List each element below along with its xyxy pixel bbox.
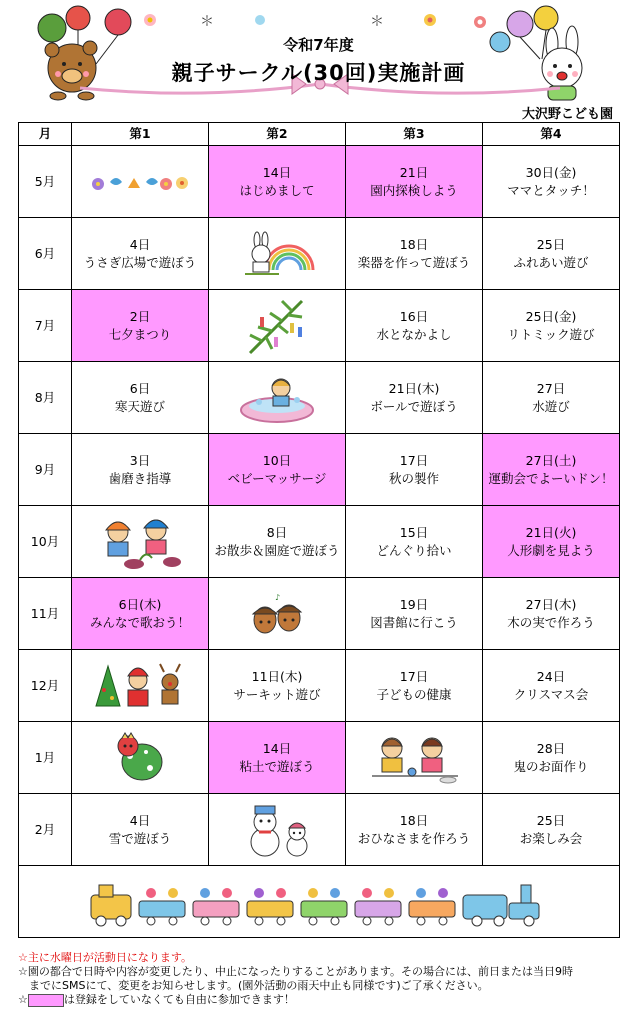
- activity-text: どんぐり拾い: [376, 542, 452, 558]
- activity-cell: [72, 290, 209, 362]
- children-potato-illustration: [94, 512, 186, 572]
- oni-bag-illustration: [110, 732, 170, 784]
- activity-cell: [483, 434, 620, 506]
- note-free-text: は登録をしていなくても自由に参加できます！: [63, 993, 295, 1006]
- activity-text: 人形劇を見よう: [507, 542, 595, 558]
- header-week3: 第3: [346, 123, 483, 146]
- activity-cell: [72, 434, 209, 506]
- activity-cell: [346, 578, 483, 650]
- activity-text: 園内探検しよう: [370, 182, 458, 198]
- activity-cell: [483, 290, 620, 362]
- illustration-cell: [346, 722, 483, 794]
- activity-date: 17日: [399, 668, 429, 684]
- illustration-cell: [209, 218, 346, 290]
- activity-date: 28日: [536, 740, 566, 756]
- activity-text: 雪で遊ぼう: [108, 830, 172, 846]
- note-activity-day: ☆主に水曜日が活動日になります。: [18, 951, 192, 964]
- activity-text: 運動会でよーいドン！: [488, 470, 614, 486]
- activity-date: 15日: [399, 524, 429, 540]
- svg-text:＊: ＊: [200, 14, 214, 30]
- illustration-cell: [72, 506, 209, 578]
- activity-cell: [483, 650, 620, 722]
- note-schedule-change-cont: までにSMSにて、変更をお知らせします。(園外活動の雨天中止も同様です)ご了承ください。: [18, 979, 489, 992]
- activity-cell: [346, 650, 483, 722]
- table-row: [19, 146, 620, 218]
- activity-cell: [209, 650, 346, 722]
- activity-cell: [346, 362, 483, 434]
- activity-date: 8日: [266, 524, 288, 540]
- activity-text: 粘土で遊ぼう: [239, 758, 315, 774]
- activity-date: 18日: [399, 812, 429, 828]
- activity-text: うさぎ広場で遊ぼう: [83, 254, 197, 270]
- month-cell: 11月: [19, 578, 72, 650]
- activity-cell: [72, 362, 209, 434]
- activity-text: 木の実で作ろう: [507, 614, 595, 630]
- activity-text: はじめまして: [239, 182, 315, 198]
- activity-text: 水遊び: [532, 398, 570, 414]
- month-cell: 9月: [19, 434, 72, 506]
- activity-date: 16日: [399, 308, 429, 324]
- snowman-illustration: [239, 802, 315, 858]
- table-row: [19, 290, 620, 362]
- schedule-table: [18, 122, 620, 938]
- activity-date: 3日: [129, 452, 151, 468]
- illustration-cell: [209, 578, 346, 650]
- activity-cell: [209, 434, 346, 506]
- activity-cell: [72, 578, 209, 650]
- activity-date: 10日: [262, 452, 292, 468]
- pink-legend-swatch: [28, 994, 64, 1007]
- activity-cell: [346, 434, 483, 506]
- fiscal-year-label: 令和7年度: [283, 36, 354, 54]
- activity-cell: [483, 146, 620, 218]
- month-cell: 7月: [19, 290, 72, 362]
- activity-text: ふれあい遊び: [513, 254, 589, 270]
- note-star: ☆: [18, 993, 28, 1006]
- svg-text:＊: ＊: [370, 14, 384, 30]
- table-header-row: [19, 123, 620, 146]
- activity-text: リトミック遊び: [507, 326, 595, 342]
- table-row: [19, 650, 620, 722]
- activity-text: 子どもの健康: [376, 686, 452, 702]
- illustration-cell: [72, 650, 209, 722]
- activity-date: 6日(木): [118, 596, 162, 612]
- activity-text: クリスマス会: [513, 686, 589, 702]
- rabbit-rainbow-illustration: [235, 230, 319, 278]
- activity-date: 18日: [399, 236, 429, 252]
- train-decoration-cell: [19, 866, 620, 938]
- acorns-illustration: [247, 592, 307, 636]
- activity-text: 秋の製作: [388, 470, 439, 486]
- activity-cell: [346, 794, 483, 866]
- activity-date: 19日: [399, 596, 429, 612]
- month-cell: 1月: [19, 722, 72, 794]
- activity-cell: [483, 794, 620, 866]
- table-row: [19, 722, 620, 794]
- school-name: 大沢野こども園: [521, 107, 613, 122]
- activity-date: 21日: [399, 164, 429, 180]
- month-cell: 8月: [19, 362, 72, 434]
- activity-text: みんなで歌おう！: [89, 614, 190, 630]
- activity-cell: [72, 218, 209, 290]
- month-cell: 2月: [19, 794, 72, 866]
- activity-date: 27日: [536, 380, 566, 396]
- activity-text: お楽しみ会: [519, 830, 583, 846]
- activity-date: 11日(木): [251, 668, 303, 684]
- activity-cell: [209, 722, 346, 794]
- activity-text: 水となかよし: [376, 326, 452, 342]
- flower-star-border-icon: [140, 8, 500, 34]
- decoration-row: [19, 866, 620, 938]
- activity-text: ボールで遊ぼう: [370, 398, 458, 414]
- activity-cell: [346, 506, 483, 578]
- children-crafting-illustration: [366, 730, 462, 786]
- header: [0, 0, 637, 120]
- footer-notes: [18, 951, 628, 1007]
- activity-date: 27日(木): [525, 596, 577, 612]
- activity-date: 25日: [536, 236, 566, 252]
- note-schedule-change: ☆園の都合で日時や内容が変更したり、中止になったりすることがあります。その場合には、前日または当日9時: [18, 965, 573, 978]
- activity-text: サーキット遊び: [233, 686, 321, 702]
- activity-date: 4日: [129, 812, 151, 828]
- header-week2: 第2: [209, 123, 346, 146]
- activity-date: 14日: [262, 164, 292, 180]
- activity-text: 楽器を作って遊ぼう: [357, 254, 471, 270]
- activity-cell: [483, 218, 620, 290]
- child-pool-illustration: [237, 372, 317, 424]
- activity-text: ママとタッチ！: [507, 182, 595, 198]
- activity-text: おひなさまを作ろう: [357, 830, 471, 846]
- activity-text: 歯磨き指導: [108, 470, 172, 486]
- table-row: [19, 362, 620, 434]
- activity-text: ベビーマッサージ: [227, 470, 327, 486]
- illustration-cell: [209, 290, 346, 362]
- note-free-participation: [18, 993, 628, 1007]
- header-week4: 第4: [483, 123, 620, 146]
- activity-date: 25日: [536, 812, 566, 828]
- tanabata-bamboo-illustration: [242, 297, 312, 355]
- activity-text: 鬼のお面作り: [513, 758, 589, 774]
- svg-text:♪: ♪: [275, 592, 281, 602]
- activity-date: 24日: [536, 668, 566, 684]
- christmas-illustration: [92, 660, 188, 712]
- activity-date: 2日: [129, 308, 151, 324]
- activity-cell: [346, 218, 483, 290]
- table-row: [19, 794, 620, 866]
- activity-text: お散歩＆園庭で遊ぼう: [214, 542, 340, 558]
- activity-cell: [483, 578, 620, 650]
- month-cell: 12月: [19, 650, 72, 722]
- table-row: [19, 218, 620, 290]
- activity-cell: [346, 146, 483, 218]
- header-week1: 第1: [72, 123, 209, 146]
- activity-date: 30日(金): [525, 164, 577, 180]
- activity-cell: [346, 290, 483, 362]
- month-cell: 10月: [19, 506, 72, 578]
- illustration-cell: [209, 362, 346, 434]
- header-month: 月: [19, 123, 72, 146]
- activity-text: 図書館に行こう: [370, 614, 458, 630]
- illustration-cell: [209, 794, 346, 866]
- table-row: [19, 506, 620, 578]
- activity-date: 27日(土): [525, 452, 577, 468]
- activity-cell: [209, 146, 346, 218]
- activity-date: 14日: [262, 740, 292, 756]
- activity-cell: [483, 506, 620, 578]
- activity-text: 七夕まつり: [108, 326, 172, 342]
- activity-cell: [209, 506, 346, 578]
- activity-date: 4日: [129, 236, 151, 252]
- activity-text: 寒天遊び: [114, 398, 165, 414]
- page-title: 親子サークル(30回)実施計画: [171, 61, 466, 85]
- table-row: [19, 578, 620, 650]
- flower-train-illustration: [89, 877, 549, 927]
- flowers-birds-illustration: [90, 168, 190, 196]
- illustration-cell: [72, 146, 209, 218]
- month-cell: 6月: [19, 218, 72, 290]
- activity-cell: [72, 794, 209, 866]
- activity-cell: [483, 362, 620, 434]
- illustration-cell: [72, 722, 209, 794]
- activity-cell: [483, 722, 620, 794]
- activity-date: 21日(火): [525, 524, 577, 540]
- activity-date: 6日: [129, 380, 151, 396]
- activity-date: 17日: [399, 452, 429, 468]
- month-cell: 5月: [19, 146, 72, 218]
- activity-date: 21日(木): [388, 380, 440, 396]
- activity-date: 25日(金): [525, 308, 577, 324]
- table-row: [19, 434, 620, 506]
